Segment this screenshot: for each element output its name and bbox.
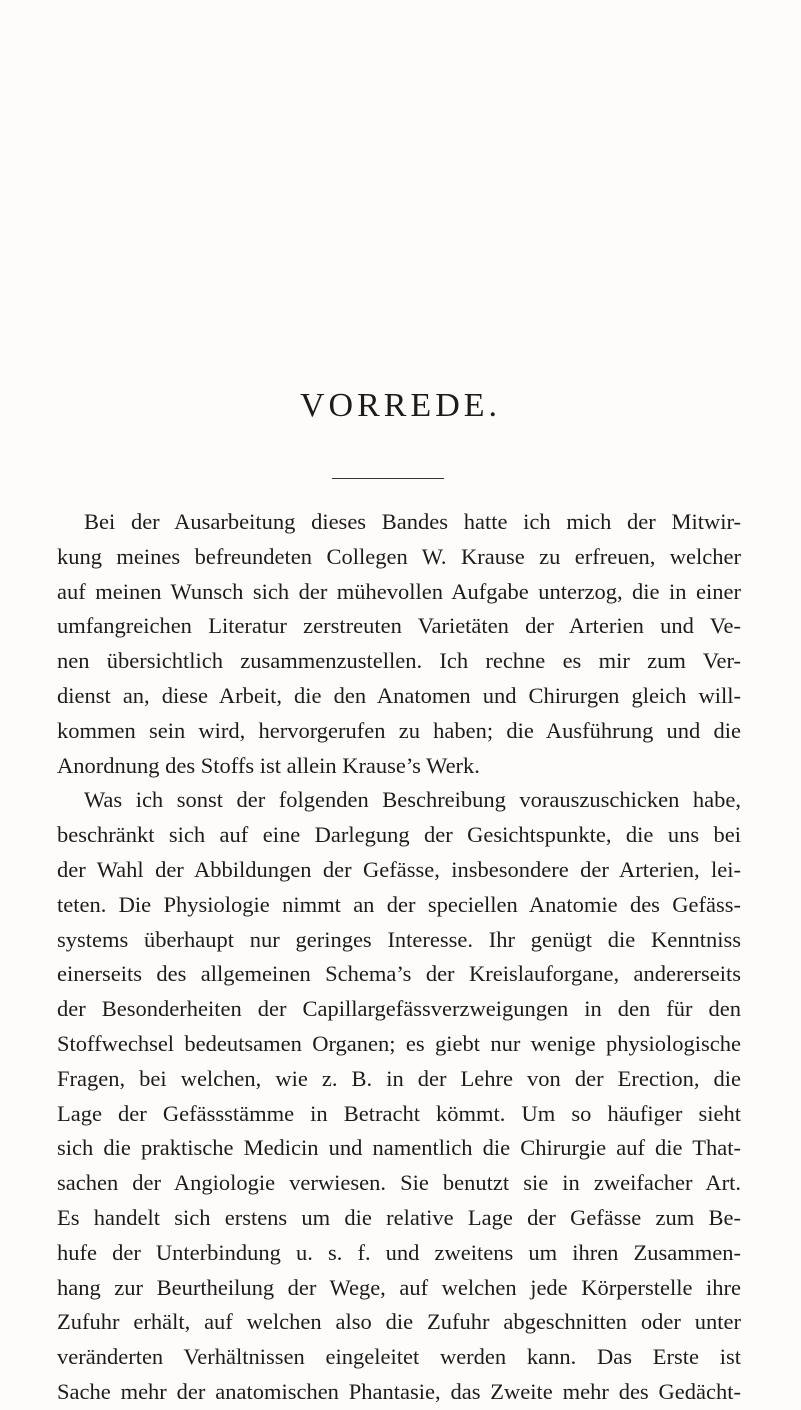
text-line: teten. Die Physiologie nimmt an der speciellen Anatomie des Gefäss- [57, 891, 741, 917]
text-line: Stoffwechsel bedeutsamen Organen; es giebt nur wenige physiologische [57, 1030, 741, 1056]
text-line: Sache mehr der anatomischen Phantasie, das Zweite mehr des Gedächt- [57, 1378, 741, 1404]
text-line: veränderten Verhältnissen eingeleitet werden kann. Das Erste ist [57, 1344, 741, 1370]
title-divider [332, 478, 444, 479]
text-line: Was ich sonst der folgenden Beschreibung vorauszuschicken habe, [84, 787, 741, 813]
text-line: kung meines befreundeten Collegen W. Krause zu erfreuen, welcher [57, 543, 741, 569]
text-line: Zufuhr erhält, auf welchen also die Zufuhr abgeschnitten oder unter [57, 1309, 741, 1335]
text-line: beschränkt sich auf eine Darlegung der Gesichtspunkte, die uns bei [57, 822, 741, 848]
text-line: umfangreichen Literatur zerstreuten Varietäten der Arterien und Ve- [57, 613, 741, 639]
text-line: kommen sein wird, hervorgerufen zu haben; die Ausführung und die [57, 717, 741, 743]
text-line: einerseits des allgemeinen Schema’s der Kreislauforgane, andererseits [57, 961, 741, 987]
text-line: hang zur Beurtheilung der Wege, auf welchen jede Körperstelle ihre [57, 1274, 741, 1300]
text-line: sachen der Angiologie verwiesen. Sie benutzt sie in zweifacher Art. [57, 1170, 741, 1196]
text-line: Lage der Gefässstämme in Betracht kömmt. Um so häufiger sieht [57, 1100, 741, 1126]
text-line: dienst an, diese Arbeit, die den Anatomen und Chirurgen gleich will- [57, 682, 741, 708]
text-line: der Besonderheiten der Capillargefässverzweigungen in den für den [57, 996, 741, 1022]
text-line: Fragen, bei welchen, wie z. B. in der Lehre von der Erection, die [57, 1065, 741, 1091]
text-line: Es handelt sich erstens um die relative Lage der Gefässe zum Be- [57, 1204, 741, 1230]
preface-text [57, 505, 741, 1410]
text-line: der Wahl der Abbildungen der Gefässe, insbesondere der Arterien, lei- [57, 856, 741, 882]
text-line: nen übersichtlich zusammenzustellen. Ich rechne es mir zum Ver- [57, 648, 741, 674]
text-line: systems überhaupt nur geringes Interesse. Ihr genügt die Kenntniss [57, 926, 741, 952]
text-line: hufe der Unterbindung u. s. f. und zweitens um ihren Zusammen- [57, 1239, 741, 1265]
chapter-title: VORREDE. [299, 387, 502, 424]
text-line: auf meinen Wunsch sich der mühevollen Aufgabe unterzog, die in einer [57, 578, 741, 604]
text-line: Bei der Ausarbeitung dieses Bandes hatte ich mich der Mitwir- [84, 509, 741, 534]
text-line: Anordnung des Stoffs ist allein Krause’s Werk. [57, 752, 480, 778]
text-line: sich die praktische Medicin und namentlich die Chirurgie auf die That- [57, 1135, 741, 1161]
